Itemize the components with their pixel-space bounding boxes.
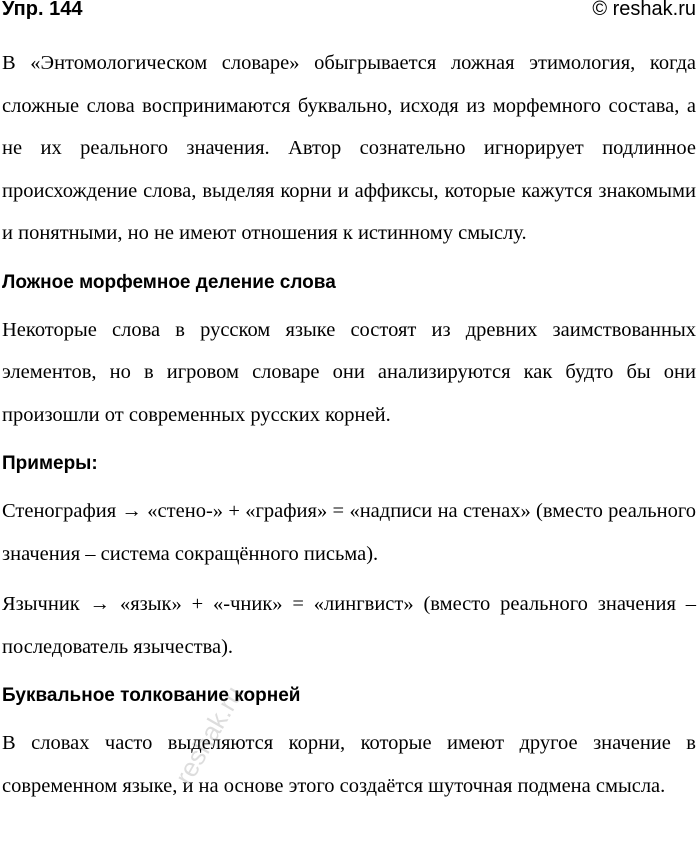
- section-heading: Ложное морфемное деление слова: [2, 271, 336, 293]
- exercise-title: Упр. 144: [2, 0, 83, 20]
- header: [0, 0, 700, 24]
- copyright: © reshak.ru: [592, 0, 696, 20]
- document-body: [2, 42, 696, 815]
- section-paragraph: Некоторые слова в русском языке состоят из древних заимствованных элементов, но в игровом словаре они анализируются как будто бы они произошли от современных русских корней.: [2, 318, 696, 426]
- examples-heading: Примеры:: [2, 453, 98, 474]
- example-item: Стенография → «стено-» + «графия» = «надписи на стенах» (вместо реального значения – система сокращённого письма).: [2, 500, 696, 565]
- section-heading: Буквальное толкование корней: [2, 685, 301, 706]
- intro-paragraph: В «Энтомологическом словаре» обыгрывается ложная этимология, когда сложные слова воспринимаются буквально, исходя из морфемного состава, а не их реального значения. Автор сознательно игнорирует подлинное происхождение слова, выделяя корни и аффиксы, которые кажутся знакомыми и понятными, но не имеют отношения к истинному смыслу.: [2, 52, 696, 244]
- watermark: reshak.ru: [168, 680, 249, 790]
- example-item: Язычник → «язык» + «-чник» = «лингвист» (вместо реального значения – последователь язычества).: [2, 593, 696, 658]
- section-paragraph: В словах часто выделяются корни, которые имеют другое значение в современном языке, и на основе этого создаётся шуточная подмена смысла.: [2, 732, 696, 797]
